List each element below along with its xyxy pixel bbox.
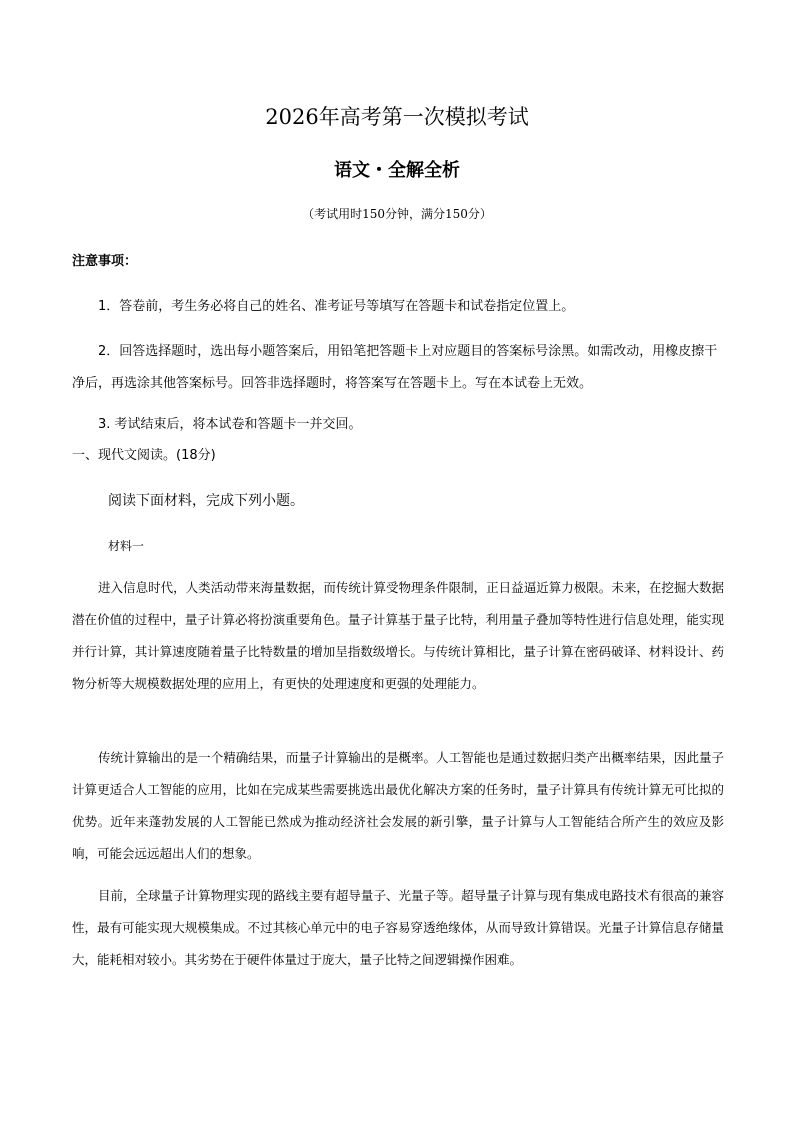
paragraph-2-text: 传统计算输出的是一个精确结果，而量子计算输出的是概率。人工智能也是通过数据归类产出概率结果，因此量子计算更适合人工智能的应用，比如在完成某些需要挑选出最优化解决方案的任务时，量子计算具有传统计算无可比拟的优势。近年来蓬勃发展的人工智能已然成为推动经济社会发展的新引擎，量子计算与人工智能结合所产生的效应及影响，可能会远远超出人们的想象。 [72, 750, 724, 861]
paragraph-1 [72, 572, 724, 700]
notice-item-1 [72, 291, 722, 323]
notice-item-2 [72, 336, 722, 400]
section-heading: 一、现代文阅读。(18分) [72, 448, 216, 463]
exam-duration-note: （考试用时150分钟，满分150分） [302, 207, 492, 221]
paragraph-2 [72, 742, 724, 870]
notice-item-1-text: 1．答卷前，考生务必将自己的姓名、准考证号等填写在答题卡和试卷指定位置上。 [98, 299, 575, 314]
notice-item-3 [72, 409, 722, 441]
notice-item-3-text: 3. 考试结束后，将本试卷和答题卡一并交回。 [98, 417, 362, 432]
reading-instruction: 阅读下面材料，完成下列小题。 [108, 493, 304, 509]
paragraph-3 [72, 880, 724, 976]
exam-subtitle: 语文・全解全析 [334, 160, 460, 181]
notice-item-2-text: 2．回答选择题时，选出每小题答案后，用铅笔把答题卡上对应题目的答案标号涂黑。如需改动，用橡皮擦干净后，再选涂其他答案标号。回答非选择题时，将答案写在答题卡上。写在本试卷上无效。 [72, 344, 718, 391]
paragraph-1-text: 进入信息时代，人类活动带来海量数据，而传统计算受物理条件限制，正日益逼近算力极限。未来，在挖掘大数据潜在价值的过程中，量子计算必将扮演重要角色。量子计算基于量子比特，利用量子叠加等特性进行信息处理，能实现并行计算，其计算速度随着量子比特数量的增加呈指数级增长。与传统计算相比，量子计算在密码破译、材料设计、药物分析等大规模数据处理的应用上，有更快的处理速度和更强的处理能力。 [72, 580, 724, 691]
notice-heading: 注意事项： [72, 254, 138, 269]
material-label: 材料一 [108, 539, 145, 553]
paragraph-3-text: 目前，全球量子计算物理实现的路线主要有超导量子、光量子等。超导量子计算与现有集成电路技术有很高的兼容性，最有可能实现大规模集成。不过其核心单元中的电子容易穿透绝缘体，从而导致计算错误。光量子计算信息存储量大，能耗相对较小。其劣势在于硬件体量过于庞大，量子比特之间逻辑操作困难。 [72, 888, 724, 967]
exam-title: 2026年高考第一次模拟考试 [265, 105, 529, 129]
